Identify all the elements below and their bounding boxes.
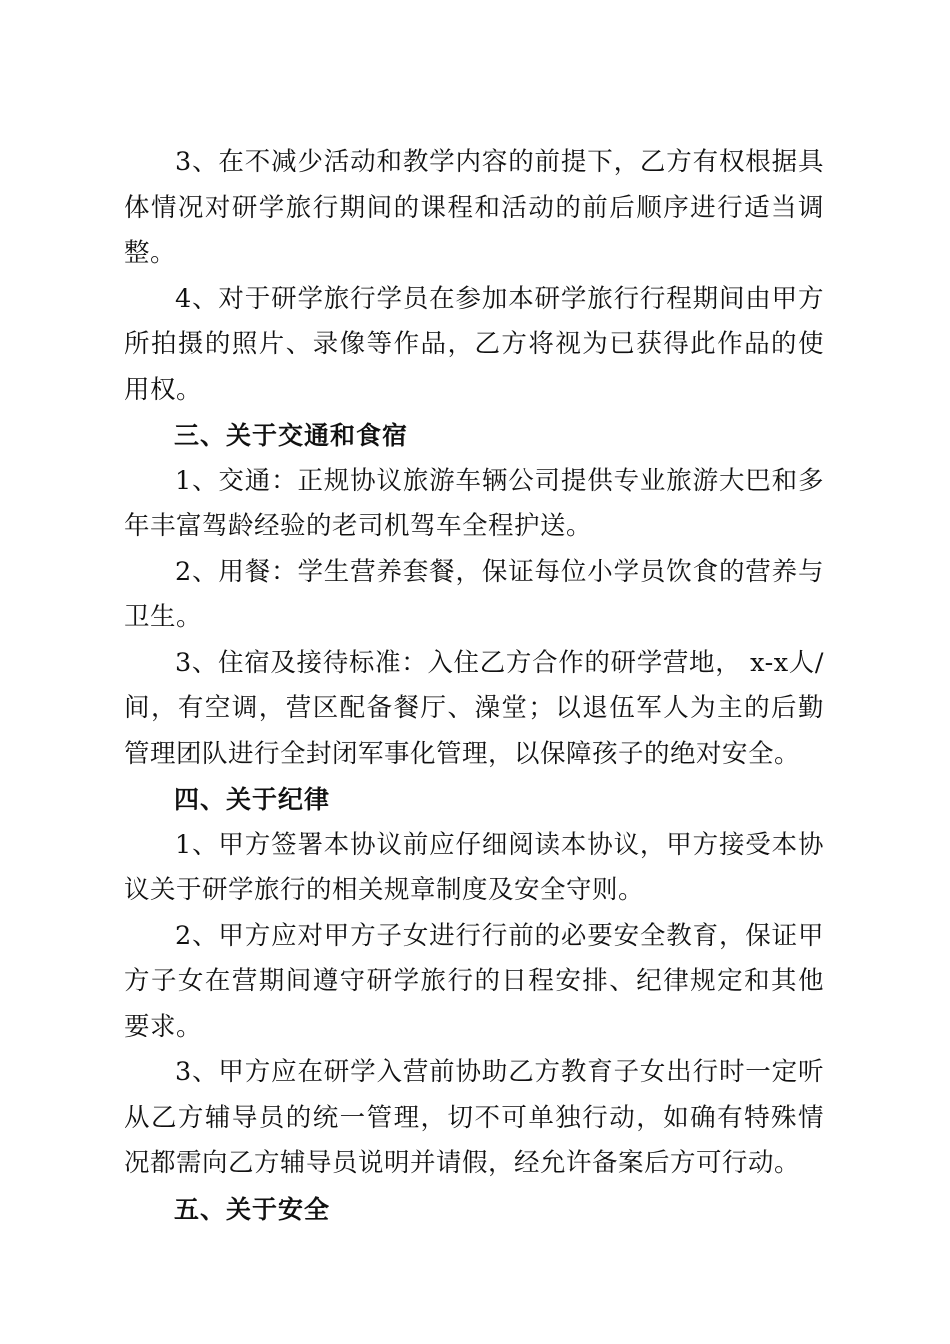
paragraph-3-2: 2、用餐：学生营养套餐，保证每位小学员饮食的营养与卫生。: [124, 556, 824, 632]
paragraph-3-3: 3、住宿及接待标准：入住乙方合作的研学营地， x-x人/间，有空调，营区配备餐厅、澡堂；以退伍军人为主的后勤管理团队进行全封闭军事化管理，以保障孩子的绝对安全。: [124, 647, 824, 769]
paragraph-4-1: 1、甲方签署本协议前应仔细阅读本协议，甲方接受本协议关于研学旅行的相关规章制度及安全守则。: [124, 829, 824, 905]
section-heading-4: 四、关于纪律: [174, 785, 331, 814]
section-heading-5: 五、关于安全: [174, 1194, 331, 1224]
paragraph-2-3: 3、在不减少活动和教学内容的前提下，乙方有权根据具体情况对研学旅行期间的课程和活动的前后顺序进行适当调整。: [124, 147, 824, 268]
paragraph-2-4: 4、对于研学旅行学员在参加本研学旅行行程期间由甲方所拍摄的照片、录像等作品，乙方将视为已获得此作品的使用权。: [124, 283, 824, 405]
paragraph-4-3: 3、甲方应在研学入营前协助乙方教育子女出行时一定听从乙方辅导员的统一管理，切不可单独行动，如确有特殊情况都需向乙方辅导员说明并请假，经允许备案后方可行动。: [124, 1057, 824, 1178]
paragraph-4-2: 2、甲方应对甲方子女进行行前的必要安全教育，保证甲方子女在营期间遵守研学旅行的日程安排、纪律规定和其他要求。: [124, 920, 824, 1042]
paragraph-3-1: 1、交通：正规协议旅游车辆公司提供专业旅游大巴和多年丰富驾龄经验的老司机驾车全程护送。: [124, 465, 824, 541]
section-heading-3: 三、关于交通和食宿: [174, 421, 409, 450]
document-body: [124, 140, 824, 1232]
